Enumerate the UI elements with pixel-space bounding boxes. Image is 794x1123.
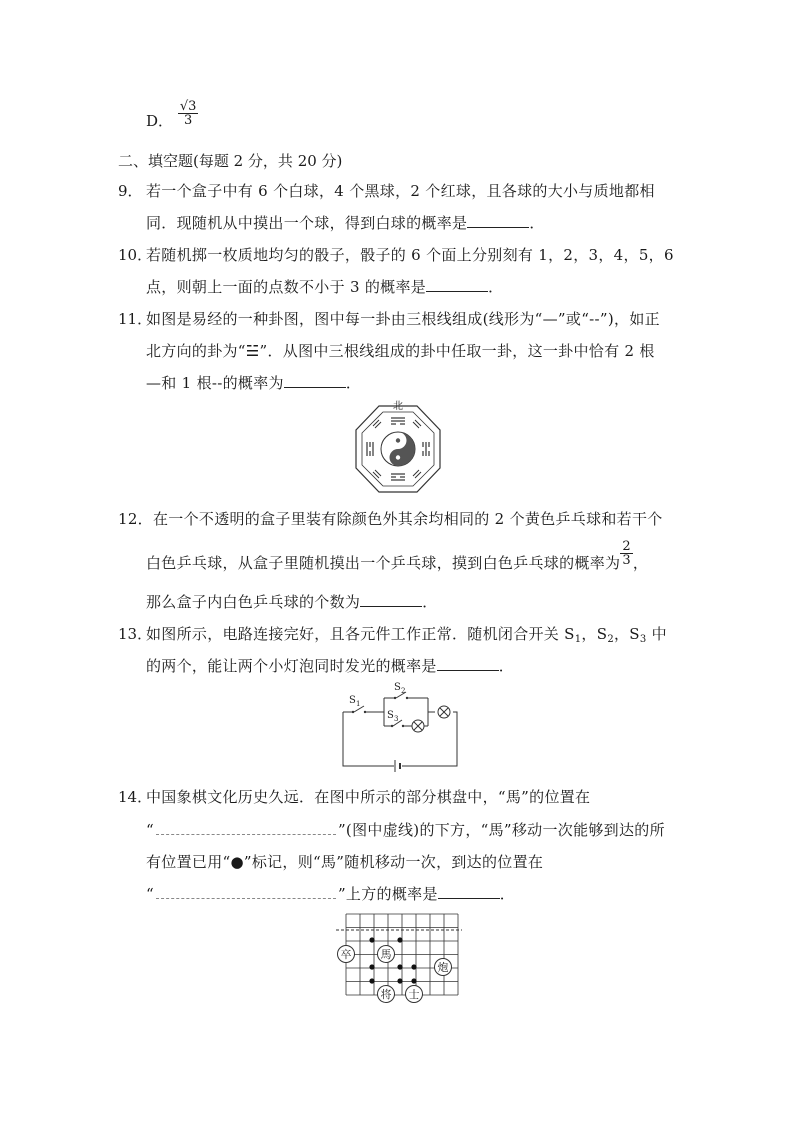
move-dot xyxy=(397,978,402,983)
q12-line2-end: ， xyxy=(632,553,649,572)
label-s2: S xyxy=(394,682,401,693)
piece-pao xyxy=(435,959,452,976)
circuit-figure xyxy=(338,682,462,774)
label-s1-sub: 1 xyxy=(356,700,361,708)
taiji-symbol xyxy=(381,432,415,466)
q12-answer-blank[interactable] xyxy=(360,592,422,607)
q12-end: ． xyxy=(422,593,438,611)
q9-number: 9． xyxy=(118,182,143,200)
lamp-1 xyxy=(412,720,424,732)
chess-board-figure xyxy=(334,910,464,1008)
q9-line2 xyxy=(146,212,545,233)
q12-frac-denominator: 3 xyxy=(622,553,631,568)
q10-end: ． xyxy=(488,278,504,296)
trigram-west xyxy=(367,442,373,456)
q13-line2 xyxy=(146,655,514,676)
q10-line1: 若随机掷一枚质地均匀的骰子，骰子的 6 个面上分别刻有 1，2，3，4，5，6 xyxy=(146,246,674,264)
label-s2-sub: 2 xyxy=(401,687,406,695)
q11-answer-blank[interactable] xyxy=(284,373,346,388)
q10-line2 xyxy=(146,276,503,297)
q11-line3-text: —和 1 根--的概率为 xyxy=(146,374,284,392)
q9-line1: 若一个盒子中有 6 个白球，4 个黑球，2 个红球，且各球的大小与质地都相 xyxy=(146,182,655,200)
move-dots xyxy=(369,937,416,983)
option-d-denominator: 3 xyxy=(183,113,193,128)
q13-end: ． xyxy=(498,657,515,675)
svg-text:馬: 馬 xyxy=(380,948,392,961)
svg-text:将: 将 xyxy=(380,988,392,1001)
q10-line2-text: 点，则朝上一面的点数不小于 3 的概率是 xyxy=(146,278,427,296)
q13-number: 13． xyxy=(118,625,153,643)
move-dot xyxy=(369,937,374,942)
q14-line4 xyxy=(146,883,515,904)
q12-line2-text: 白色乒乓球，从盒子里随机摸出一个乒乓球，摸到白色乒乓球的概率为 xyxy=(146,553,621,572)
q11-end: ． xyxy=(345,374,362,392)
q14-end: ． xyxy=(499,885,516,903)
q14-line2-rest: ”(图中虚线)的下方，“馬”移动一次能够到达的所 xyxy=(337,821,665,839)
q12-fraction xyxy=(620,540,633,567)
q13-line1-a: 如图所示，电路连接完好，且各元件工作正常．随机闭合开关 S xyxy=(146,625,575,643)
q13-line1-b: ，S xyxy=(581,625,608,643)
q14-number: 14． xyxy=(118,788,153,806)
move-dot xyxy=(411,964,416,969)
q12-line3-text: 那么盒子内白色乒乓球的个数为 xyxy=(146,593,361,611)
trigram-north xyxy=(391,418,405,424)
north-label: 北 xyxy=(393,401,403,412)
trigram-south xyxy=(391,474,405,480)
q14-line2-open: “ xyxy=(146,821,154,839)
q11-line2: 北方向的卦为“☱”．从图中三根线组成的卦中任取一卦，这一卦中恰有 2 根 xyxy=(146,342,655,360)
q13-sub1: 1 xyxy=(574,634,582,645)
option-d xyxy=(146,100,198,140)
q13-line1 xyxy=(146,623,667,645)
label-s3-sub: 3 xyxy=(394,715,399,723)
svg-text:炮: 炮 xyxy=(437,961,449,974)
q11-number: 11． xyxy=(118,310,153,328)
section-title: 二、填空题(每题 2 分，共 20 分) xyxy=(118,152,343,170)
board-grid xyxy=(346,914,458,995)
q14-answer-blank[interactable] xyxy=(438,884,500,899)
q14-line4-open: “ xyxy=(146,885,154,903)
q13-sub2: 2 xyxy=(607,634,614,645)
option-d-fraction xyxy=(178,100,199,127)
svg-text:卒: 卒 xyxy=(340,948,352,961)
label-s3: S xyxy=(387,710,394,721)
q14-dashed-line-sample-1 xyxy=(156,820,336,835)
option-d-label: D． xyxy=(146,111,174,130)
piece-jiang xyxy=(378,986,395,1003)
bagua-figure xyxy=(352,396,444,496)
q9-answer-blank[interactable] xyxy=(467,213,529,228)
q13-line1-c: ，S xyxy=(613,625,640,643)
q13-line2-text: 的两个，能让两个小灯泡同时发光的概率是 xyxy=(146,657,437,675)
move-dot xyxy=(397,964,402,969)
q12-number: 12． xyxy=(118,510,153,528)
q12-frac-numerator: 2 xyxy=(622,539,631,554)
move-dot xyxy=(397,937,402,942)
q10-number: 10． xyxy=(118,246,153,264)
trigram-east xyxy=(423,442,429,456)
q12-line3 xyxy=(146,591,438,612)
q13-line1-d: 中 xyxy=(646,625,667,643)
battery xyxy=(395,760,400,772)
move-dot xyxy=(411,978,416,983)
move-dot xyxy=(369,964,374,969)
option-d-numerator: √3 xyxy=(179,99,197,114)
q9-line2-text: 同．现随机从中摸出一个球，得到白球的概率是 xyxy=(146,214,468,232)
q14-line3: 有位置已用“●”标记，则“馬”随机移动一次，到达的位置在 xyxy=(146,853,544,871)
q10-answer-blank[interactable] xyxy=(426,277,488,292)
q11-line3 xyxy=(146,372,361,393)
q12-line1-text: 在一个不透明的盒子里装有除颜色外其余均相同的 2 个黄色乒乓球和若干个 xyxy=(153,510,663,528)
q13-answer-blank[interactable] xyxy=(437,656,499,671)
lamp-2 xyxy=(438,706,450,718)
q12-line2 xyxy=(146,540,648,580)
piece-ma xyxy=(378,946,395,963)
svg-text:士: 士 xyxy=(408,988,420,1001)
circuit-return-wire xyxy=(402,712,457,766)
q14-dashed-line-sample-2 xyxy=(156,884,336,899)
q13-sub3: 3 xyxy=(639,634,647,645)
q12-line1 xyxy=(118,508,663,529)
q9-end: ． xyxy=(529,214,545,232)
move-dot xyxy=(369,978,374,983)
q14-line1: 中国象棋文化历史久远．在图中所示的部分棋盘中，“馬”的位置在 xyxy=(146,788,591,806)
piece-zu xyxy=(338,946,355,963)
q11-line1: 如图是易经的一种卦图，图中每一卦由三根线组成(线形为“—”或“--”)，如正 xyxy=(146,310,660,328)
piece-shi xyxy=(406,986,423,1003)
q14-line2 xyxy=(146,819,665,840)
label-s1: S xyxy=(349,695,356,706)
q14-line4-rest: ”上方的概率是 xyxy=(337,885,438,903)
